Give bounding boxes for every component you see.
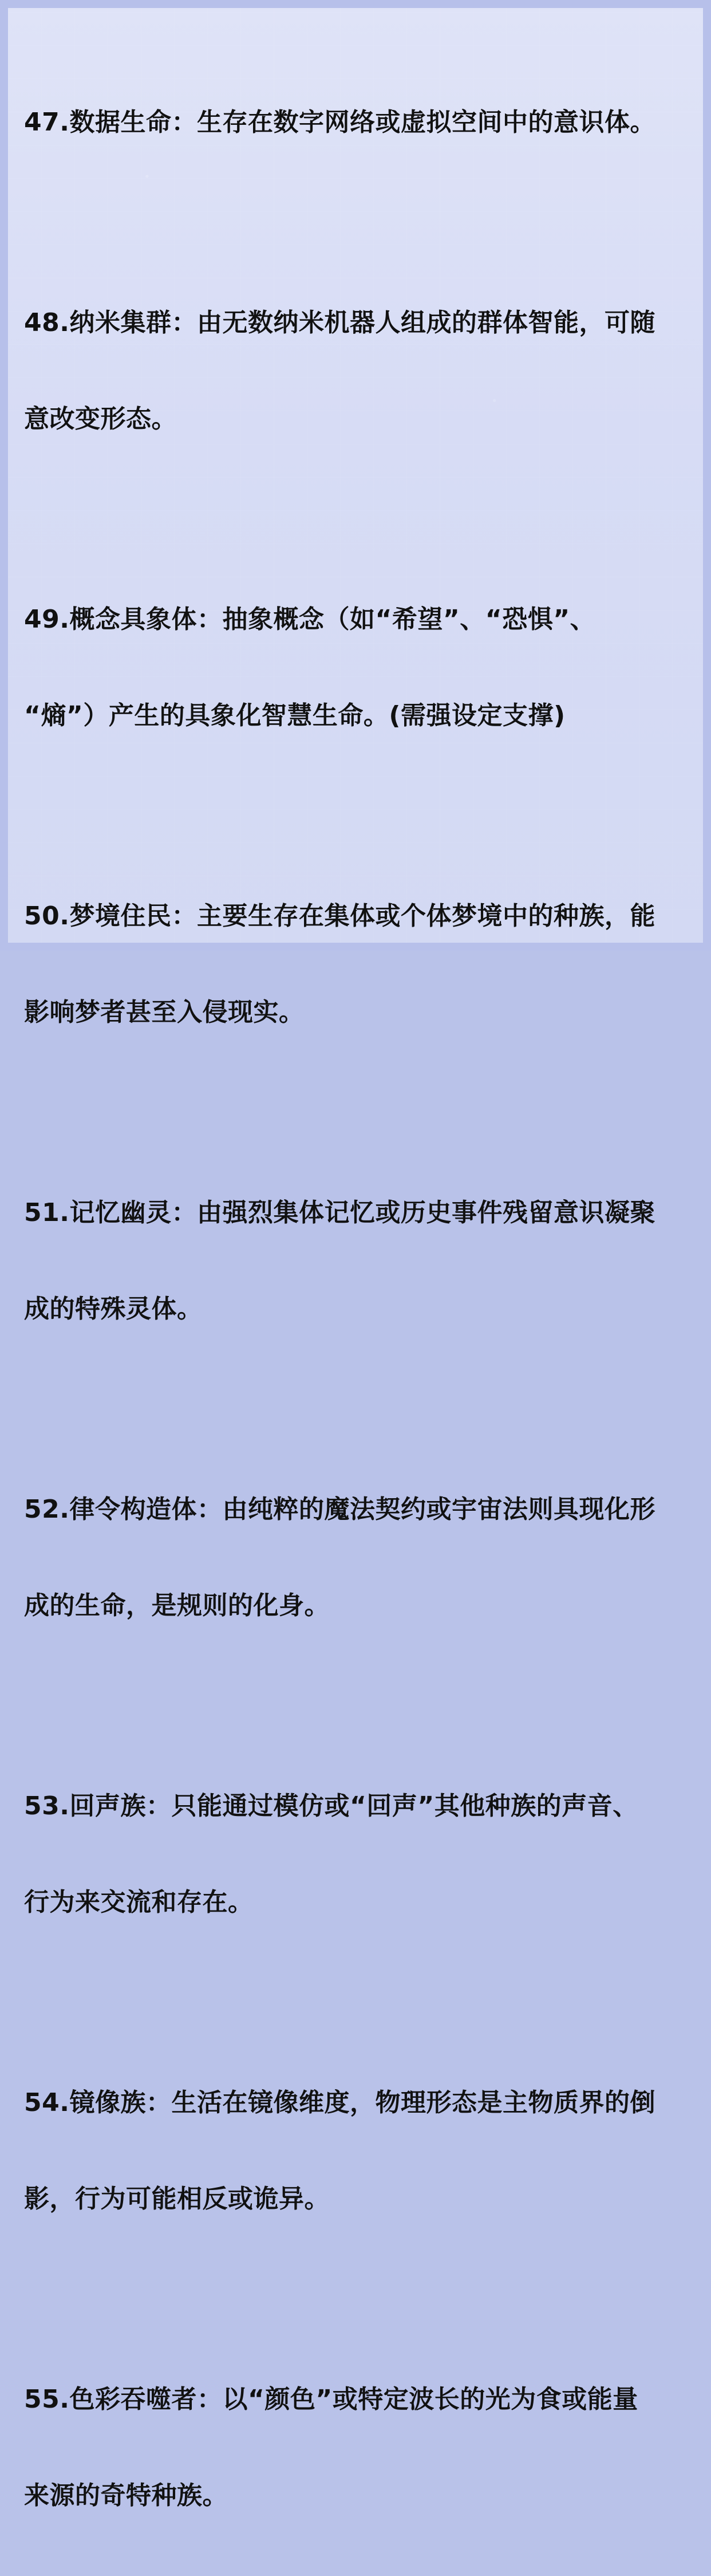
item-line: 51.记忆幽灵：由强烈集体记忆或历史事件残留意识凝聚: [24, 1198, 655, 1227]
item-line: 47.数据生命：生存在数字网络或虚拟空间中的意识体。: [24, 108, 655, 137]
item-line: 55.色彩吞噬者：以“颜色”或特定波长的光为食或能量: [24, 2385, 638, 2414]
item-line: “熵”）产生的具象化智慧生命。(需强设定支撑): [24, 701, 566, 730]
item-line: 意改变形态。: [24, 404, 177, 434]
list-item: [24, 2319, 703, 2576]
item-line: 53.回声族：只能通过模仿或“回声”其他种族的声音、: [24, 1791, 638, 1821]
list-item: [24, 243, 703, 499]
item-line: 行为来交流和存在。: [24, 1888, 254, 1917]
list-item: [24, 1429, 703, 1686]
list-item: [24, 539, 703, 796]
item-line: 52.律令构造体：由纯粹的魔法契约或宇宙法则具现化形: [24, 1495, 655, 1524]
item-line: 影响梦者甚至入侵现实。: [24, 998, 305, 1027]
item-line: 48.纳米集群：由无数纳米机器人组成的群体智能，可随: [24, 308, 655, 337]
item-line: 成的生命，是规则的化身。: [24, 1591, 330, 1620]
item-line: 来源的奇特种族。: [24, 2481, 228, 2510]
item-line: 49.概念具象体：抽象概念（如“希望”、“恐惧”、: [24, 605, 596, 634]
list-item: [24, 1133, 703, 1389]
item-line: 影，行为可能相反或诡异。: [24, 2184, 330, 2213]
list-item: [24, 1726, 703, 1983]
list-item: [24, 42, 703, 203]
list-item: [24, 836, 703, 1093]
list-item: [24, 2023, 703, 2279]
item-line: 成的特殊灵体。: [24, 1294, 203, 1324]
text-content: [24, 42, 703, 2576]
item-line: 50.梦境住民：主要生存在集体或个体梦境中的种族，能: [24, 901, 655, 931]
item-line: 54.镜像族：生活在镜像维度，物理形态是主物质界的倒: [24, 2088, 655, 2117]
